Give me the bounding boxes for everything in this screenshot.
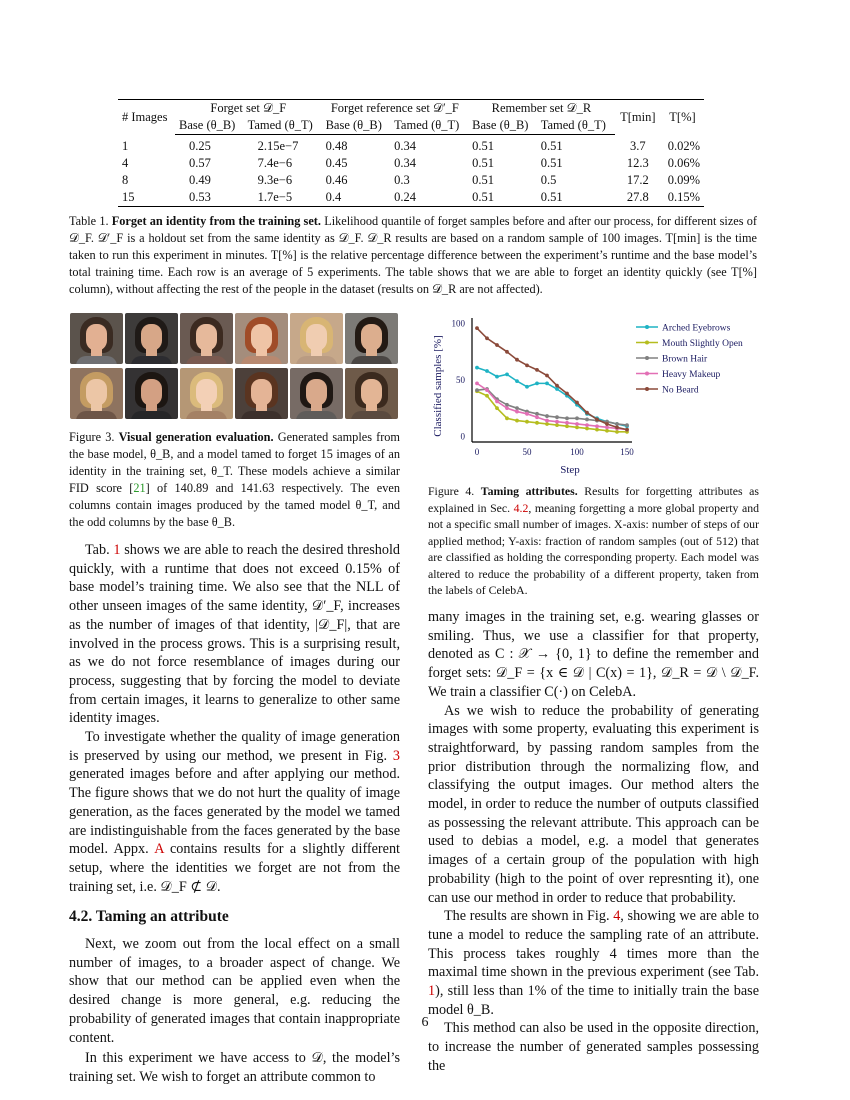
face-grid (70, 313, 400, 421)
fig4-label: Figure 4. (428, 484, 475, 498)
fig3-text: Generated samples from the base model, θ_B, and a model tamed to forget 15 images of an identity in the training set, θ_T. These models achieve a similar FID score [ (69, 430, 400, 495)
data-point (615, 422, 619, 426)
group-header-remember: Remember set 𝒟_R (468, 100, 615, 118)
paragraph (428, 907, 759, 1019)
table-cell: 0.34 (394, 139, 417, 153)
data-point (535, 415, 539, 419)
data-point (555, 420, 559, 424)
fig4-text: , meaning forgetting a more global property and not a specific small number of images. X-axis: number of steps of our applied method; Y-axis: fraction of random samples (out of 512) that are classified as holding the corresponding property. Each model was altered to reduce the probability of a different property, taken from the labels of CelebA. (428, 500, 759, 597)
table-cell: 0.34 (394, 156, 417, 170)
table-link[interactable]: 1 (428, 983, 436, 1000)
table-cell: 0.51 (540, 156, 563, 170)
legend-marker (645, 356, 649, 360)
data-point (555, 423, 559, 427)
data-point (565, 416, 569, 420)
legend-label: Mouth Slightly Open (662, 339, 743, 349)
table-cell: 8 (122, 173, 129, 187)
text: , showing we are able to tune a model to reduce the sampling rate of an attribute. This process takes roughly 4 times more than the maximal time shown in the previous experiment (see Tab. (428, 908, 759, 981)
text: Tab. (85, 542, 114, 558)
table-cell: 0.57 (189, 156, 211, 170)
data-point (515, 410, 519, 414)
generated-face-image (180, 368, 233, 419)
data-point (625, 423, 629, 427)
table-row (118, 155, 704, 172)
data-point (515, 358, 519, 362)
appendix-link[interactable]: A (154, 841, 164, 858)
subheader: Base (θ_B) (175, 117, 244, 135)
section-heading: 4.2. Taming an attribute (69, 908, 229, 926)
data-point (505, 403, 509, 407)
table-cell: 12.3 (626, 156, 649, 170)
table-cell: 0.48 (325, 139, 348, 153)
x-tick-label: 100 (570, 447, 584, 457)
paragraph: many images in the training set, e.g. wearing glasses or smiling. Thus, we use a classifier for that property, denoted as C : 𝒳 → {0, 1} to define the remember and forget sets: 𝒟_F = {x ∈ 𝒟 | C(x) = 1}, 𝒟_R = 𝒟 \ 𝒟_F. We train a classifier C(·) on CelebA. (428, 609, 759, 700)
data-point (565, 424, 569, 428)
fig3-title: Visual generation evaluation. (118, 430, 274, 444)
data-point (545, 414, 549, 418)
series-line (477, 391, 627, 432)
table-cell: 0.51 (472, 156, 495, 170)
x-tick-label: 50 (522, 447, 532, 457)
table-cell: 0.46 (325, 173, 348, 187)
data-point (525, 412, 529, 416)
paragraph: This method can also be used in the opposite direction, to increase the number of generated samples possessing the (428, 1020, 759, 1074)
data-point (605, 429, 609, 433)
generated-face-image (345, 313, 398, 364)
paragraph: As we wish to reduce the probability of generating images with some property, evaluating this experiment is straightforward, by passing random samples from the prior distribution through the normalizing flow, and classifying the output images. Our method alters the model, in order to reduce the number of outputs classified as possessing the relevant attribute. This approach can be used to debias a model, e.g. a model that generates images of a certain group of the population with high probability (high to the point of over represnting it), one can use our method in order to reduce that probability. (428, 702, 759, 906)
data-point (545, 374, 549, 378)
paragraph: Next, we zoom out from the local effect on a small number of images, to a broader aspect of change. We show that our method can be applied even when the desired change is more general, e.g. reducing the probability of generated images that contain inappropriate content. (69, 936, 400, 1046)
figure-link[interactable]: 4 (613, 908, 621, 925)
table-row (118, 189, 704, 207)
data-point (555, 415, 559, 419)
data-point (535, 381, 539, 385)
generated-face-image (125, 368, 178, 419)
results-table (118, 99, 704, 207)
table-cell: 0.51 (472, 173, 495, 187)
table-cell: 15 (118, 189, 175, 207)
legend-label: No Beard (662, 385, 699, 396)
text: shows we are able to reach the desired threshold quickly, with a runtime that does not exceed 0.15% of base model’s training time. We also see that the NLL of other unseen images of the same identity, 𝒟′_F, increases as the number of images of that identity, |𝒟_F|, that are involved in the process grows. This is a surprising result, as we do not force resemblance of images during our process, suggesting that by forcing the model to deviate from certain images, it learns to generalize to other same identity images. (69, 542, 400, 727)
table-caption (69, 213, 757, 298)
table-cell: 1.7e−5 (244, 189, 322, 207)
data-point (575, 425, 579, 429)
data-point (495, 406, 499, 410)
legend-label: Heavy Makeup (662, 370, 721, 380)
data-point (525, 420, 529, 424)
left-column (69, 541, 400, 1087)
table-cell: 0.51 (537, 189, 615, 207)
fig3-text: ] of 140.89 and 141.63 respectively. The even columns contain images produced by the tamed model θ_T, and the odd columns by the base θ_B. (69, 481, 400, 529)
data-point (575, 401, 579, 405)
data-point (525, 363, 529, 367)
data-point (505, 416, 509, 420)
series-line (477, 328, 627, 429)
generated-face-image (235, 313, 288, 364)
series-line (477, 389, 627, 425)
table-cell: 27.8 (615, 189, 661, 207)
fig4-text: Results for forgetting attributes as explained in Sec. (428, 484, 760, 515)
data-point (575, 416, 579, 420)
table-link[interactable]: 1 (113, 542, 121, 558)
table-cell: 0.24 (390, 189, 468, 207)
right-column (428, 608, 759, 1076)
table-cell: 0.51 (472, 139, 495, 153)
data-point (495, 343, 499, 347)
legend-marker (645, 387, 649, 391)
data-point (535, 412, 539, 416)
data-point (475, 381, 479, 385)
generated-face-image (70, 368, 123, 419)
group-header-forget-ref: Forget reference set 𝒟′_F (322, 100, 469, 118)
subheader: Base (θ_B) (322, 117, 391, 135)
table-cell: 3.7 (630, 138, 646, 153)
subheader: Tamed (θ_T) (390, 117, 468, 135)
data-point (535, 368, 539, 372)
data-point (545, 381, 549, 385)
data-point (475, 388, 479, 392)
table-cell: 0.25 (189, 139, 211, 153)
data-point (565, 421, 569, 425)
data-point (515, 419, 519, 423)
table-body (118, 135, 704, 207)
y-tick-label: 100 (451, 318, 465, 329)
caption-text: Likelihood quantile of forget samples before and after our process, for different sizes of 𝒟_F. 𝒟′_F is a holdout set from the same identity as 𝒟_F. 𝒟_R results are based on a random sample of 100 images. T[min] is the time taken to run this experiment in minutes. T[%] is the relative percentage difference between the experiment’s runtime and the base model’s total training time. Each row is an average of 5 experiments. The table shows that we are able to forget an identity quickly (see T[%] column), without affecting the rest of the people in the dataset (results on 𝒟_R are not affected). (69, 214, 757, 296)
section-link[interactable]: 4.2 (513, 500, 529, 515)
caption-label: Table 1. (69, 214, 109, 228)
data-point (585, 423, 589, 427)
col-header-tmin: T[min] (615, 100, 661, 135)
figure3-caption (69, 429, 400, 531)
data-point (485, 394, 489, 398)
table-cell: 0.06% (667, 156, 700, 170)
data-point (515, 379, 519, 383)
data-point (625, 428, 629, 432)
data-point (575, 422, 579, 426)
table-cell: 0.3 (394, 173, 410, 187)
subheader: Tamed (θ_T) (537, 117, 615, 135)
x-axis-label: Step (560, 464, 580, 476)
data-point (545, 422, 549, 426)
fig3-label: Figure 3. (69, 430, 115, 444)
table-cell: 0.5 (540, 173, 557, 187)
table-cell: 0.4 (322, 189, 391, 207)
table-cell: 4 (122, 156, 129, 170)
col-header-tpct: T[%] (661, 100, 704, 135)
data-point (555, 384, 559, 388)
generated-face-image (125, 313, 178, 364)
subheader: Tamed (θ_T) (244, 117, 322, 135)
table-cell: 9.3e−6 (257, 173, 293, 187)
paragraph (69, 541, 400, 728)
table-cell: 0.49 (189, 173, 211, 187)
table-cell: 0.51 (468, 189, 537, 207)
table-header-row (118, 100, 704, 118)
text: To investigate whether the quality of image generation is preserved by using our method, we present in Fig. (69, 729, 400, 764)
generated-face-image (345, 368, 398, 419)
table-row (118, 172, 704, 189)
data-point (515, 406, 519, 410)
generated-face-image (70, 313, 123, 364)
data-point (615, 430, 619, 434)
figure4-caption (428, 483, 759, 599)
group-header-forget: Forget set 𝒟_F (175, 100, 322, 118)
x-tick-label: 0 (474, 447, 480, 457)
text: generated images before and after applying our method. The figure shows that we do not hurt the quality of image generation, as the faces generated by the model we tamed are indistinguishable from the faces generated by the base model. Appx. (69, 766, 400, 858)
paragraph: In this experiment we have access to 𝒟, the model’s training set. We wish to forget an attribute common to (69, 1050, 400, 1085)
data-point (495, 400, 499, 404)
legend-marker (645, 341, 649, 345)
data-point (545, 419, 549, 423)
data-point (525, 385, 529, 389)
data-point (535, 421, 539, 425)
legend-label: Brown Hair (662, 354, 708, 365)
table-row (118, 135, 704, 156)
legend-marker (645, 372, 649, 376)
data-point (505, 372, 509, 376)
data-point (475, 326, 479, 330)
data-point (475, 366, 479, 370)
data-point (565, 392, 569, 396)
legend-marker (645, 325, 649, 329)
data-point (605, 422, 609, 426)
data-point (605, 425, 609, 429)
data-point (595, 424, 599, 428)
data-point (595, 418, 599, 422)
table-cell: 0.53 (175, 189, 244, 207)
table-cell: 0.45 (325, 156, 348, 170)
col-header-images: # Images (118, 100, 175, 135)
generated-face-image (290, 313, 343, 364)
text: contains results for a slightly different setup, where the identities we forget are not from the training set, i.e. 𝒟_F ⊄ 𝒟. (69, 841, 400, 895)
data-point (585, 418, 589, 422)
data-point (495, 375, 499, 379)
y-tick-label: 0 (460, 431, 465, 442)
table-cell: 0.02% (667, 138, 700, 153)
figure-link[interactable]: 3 (392, 747, 400, 764)
table-cell: 1 (122, 138, 129, 153)
caption-title: Forget an identity from the training set. (111, 214, 321, 228)
data-point (485, 369, 489, 373)
generated-face-image (180, 313, 233, 364)
y-tick-label: 50 (456, 375, 465, 385)
generated-face-image (290, 368, 343, 419)
text: The results are shown in Fig. (444, 908, 614, 925)
table-cell: 0.51 (540, 139, 563, 153)
page-number: 6 (421, 1015, 429, 1030)
data-point (485, 388, 489, 392)
text: ), still less than 1% of the time to initially train the base model θ_B. (428, 983, 759, 1018)
attribute-line-chart (425, 310, 770, 480)
paragraph (69, 728, 400, 896)
citation-link[interactable]: 21 (133, 481, 146, 495)
x-tick-label: 150 (620, 447, 634, 457)
data-point (485, 336, 489, 340)
table-cell: 7.4e−6 (257, 156, 293, 170)
data-point (585, 427, 589, 431)
data-point (585, 411, 589, 415)
data-point (595, 428, 599, 432)
subheader: Base (θ_B) (468, 117, 537, 135)
fig4-title: Taming attributes. (480, 484, 578, 498)
table-cell: 2.15e−7 (257, 139, 299, 153)
data-point (505, 406, 509, 410)
table-cell: 0.15% (661, 189, 704, 207)
data-point (505, 350, 509, 354)
data-point (615, 425, 619, 429)
table-cell: 0.09% (667, 173, 700, 187)
legend-label: Arched Eyebrows (662, 323, 731, 334)
generated-face-image (235, 368, 288, 419)
table-cell: 17.2 (626, 173, 649, 187)
y-axis-label: Classified samples [%] (432, 335, 444, 437)
